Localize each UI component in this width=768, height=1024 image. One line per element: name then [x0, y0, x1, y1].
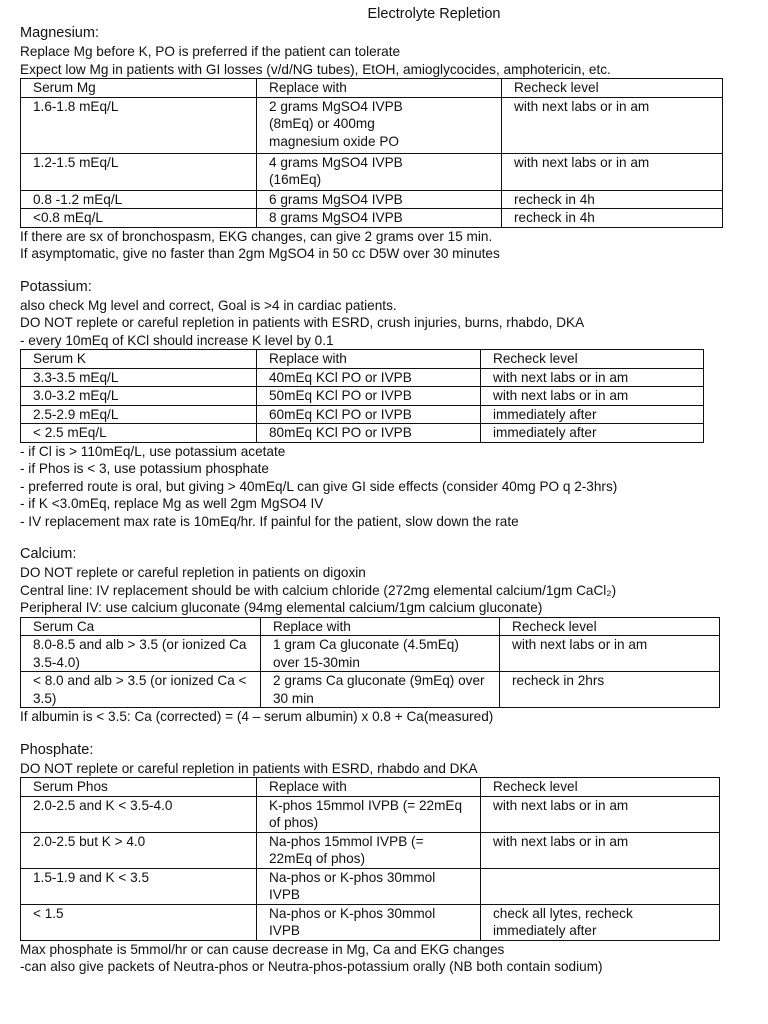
phosphate-heading: Phosphate: [20, 741, 94, 758]
table-cell: 2.5-2.9 mEq/L [21, 405, 257, 424]
table-cell: Na-phos or K-phos 30mmol IVPB [257, 868, 481, 904]
magnesium-note: If asymptomatic, give no faster than 2gm MgSO4 in 50 cc D5W over 30 minutes [20, 246, 500, 261]
table-header-cell: Serum Mg [21, 79, 257, 98]
potassium-note: - if K <3.0mEq, replace Mg as well 2gm MgSO4 IV [20, 496, 324, 511]
table-cell: 3.3-3.5 mEq/L [21, 368, 257, 387]
magnesium-note: If there are sx of bronchospasm, EKG changes, can give 2 grams over 15 min. [20, 228, 493, 244]
table-cell: 1.6-1.8 mEq/L [21, 97, 257, 153]
table-header-row [21, 350, 704, 369]
table-cell: with next labs or in am [481, 796, 720, 832]
table-cell: recheck in 2hrs [500, 672, 720, 708]
table-cell: with next labs or in am [481, 387, 704, 406]
table-cell: with next labs or in am [502, 153, 723, 190]
table-cell: 1.2-1.5 mEq/L [21, 153, 257, 190]
table-cell: with next labs or in am [500, 636, 720, 672]
magnesium-heading: Magnesium: [20, 25, 99, 41]
table-cell: 80mEq KCl PO or IVPB [257, 424, 481, 443]
calcium-table [20, 617, 720, 709]
table-header-cell: Serum K [21, 350, 257, 369]
table-row [21, 190, 723, 209]
phosphate-note: DO NOT replete or careful repletion in patients with ESRD, rhabdo and DKA [20, 760, 478, 776]
table-header-cell: Serum Phos [21, 778, 257, 797]
table-row [21, 796, 720, 832]
table-header-cell: Recheck level [481, 350, 704, 369]
table-cell: 2.0-2.5 but K > 4.0 [21, 832, 257, 868]
table-cell: 60mEq KCl PO or IVPB [257, 405, 481, 424]
potassium-note: - every 10mEq of KCl should increase K level by 0.1 [20, 332, 334, 348]
potassium-heading: Potassium: [20, 278, 92, 295]
table-cell: Na-phos or K-phos 30mmol IVPB [257, 904, 481, 940]
table-row [21, 368, 704, 387]
potassium-note: - if Cl is > 110mEq/L, use potassium acetate [20, 443, 286, 459]
table-cell: 50mEq KCl PO or IVPB [257, 387, 481, 406]
table-cell: with next labs or in am [481, 832, 720, 868]
table-header-cell: Replace with [257, 79, 502, 98]
table-header-row [21, 778, 720, 797]
calcium-note: If albumin is < 3.5: Ca (corrected) = (4 – serum albumin) x 0.8 + Ca(measured) [20, 709, 494, 724]
phosphate-note: Max phosphate is 5mmol/hr or can cause decrease in Mg, Ca and EKG changes [20, 941, 505, 957]
table-cell: 2 grams MgSO4 IVPB (8mEq) or 400mg magnesium oxide PO [257, 97, 502, 153]
phosphate-table [20, 777, 720, 941]
table-cell: < 8.0 and alb > 3.5 (or ionized Ca < 3.5) [21, 672, 261, 708]
table-row [21, 97, 723, 153]
table-cell: K-phos 15mmol IVPB (= 22mEq of phos) [257, 796, 481, 832]
table-cell: immediately after [481, 424, 704, 443]
table-cell: with next labs or in am [481, 368, 704, 387]
table-row [21, 832, 720, 868]
calcium-note: DO NOT replete or careful repletion in patients on digoxin [20, 565, 366, 580]
table-cell: 8.0-8.5 and alb > 3.5 (or ionized Ca 3.5-4.0) [21, 636, 261, 672]
table-header-cell: Recheck level [500, 617, 720, 636]
phosphate-note: -can also give packets of Neutra-phos or Neutra-phos-potassium orally (NB both contain sodium) [20, 959, 603, 974]
table-cell: recheck in 4h [502, 209, 723, 228]
table-header-cell: Replace with [257, 350, 481, 369]
table-cell: immediately after [481, 405, 704, 424]
table-row [21, 636, 720, 672]
potassium-table [20, 349, 704, 443]
table-header-cell: Replace with [261, 617, 500, 636]
potassium-note: also check Mg level and correct, Goal is >4 in cardiac patients. [20, 297, 397, 313]
potassium-note: - if Phos is < 3, use potassium phosphate [20, 461, 269, 476]
page-title: Electrolyte Repletion [367, 6, 501, 22]
table-cell: 2 grams Ca gluconate (9mEq) over 30 min [261, 672, 500, 708]
table-row [21, 868, 720, 904]
table-row [21, 424, 704, 443]
table-cell [481, 868, 720, 904]
potassium-note: DO NOT replete or careful repletion in patients with ESRD, crush injuries, burns, rhabdo, DKA [20, 315, 585, 330]
calcium-note: Central line: IV replacement should be with calcium chloride (272mg elemental calcium/1gm CaCl₂) [20, 582, 617, 598]
table-cell: 3.0-3.2 mEq/L [21, 387, 257, 406]
magnesium-note: Replace Mg before K, PO is preferred if the patient can tolerate [20, 44, 401, 59]
table-cell: 0.8 -1.2 mEq/L [21, 190, 257, 209]
table-header-cell: Serum Ca [21, 617, 261, 636]
table-cell: 4 grams MgSO4 IVPB (16mEq) [257, 153, 502, 190]
table-header-cell: Recheck level [502, 79, 723, 98]
table-cell: 40mEq KCl PO or IVPB [257, 368, 481, 387]
table-header-row [21, 79, 723, 98]
table-cell: < 1.5 [21, 904, 257, 940]
magnesium-table [20, 78, 723, 228]
potassium-note: - preferred route is oral, but giving > 40mEq/L can give GI side effects (consider 40mg PO q 2-3hrs) [20, 478, 618, 494]
table-cell: recheck in 4h [502, 190, 723, 209]
table-row [21, 387, 704, 406]
calcium-heading: Calcium: [20, 546, 77, 562]
magnesium-note: Expect low Mg in patients with GI losses (v/d/NG tubes), EtOH, amioglycocides, amphotericin, etc. [20, 61, 611, 77]
table-cell: 8 grams MgSO4 IVPB [257, 209, 502, 228]
table-cell: < 2.5 mEq/L [21, 424, 257, 443]
table-header-cell: Replace with [257, 778, 481, 797]
table-header-cell: Recheck level [481, 778, 720, 797]
potassium-note: - IV replacement max rate is 10mEq/hr. If painful for the patient, slow down the rate [20, 513, 519, 529]
table-cell: 1.5-1.9 and K < 3.5 [21, 868, 257, 904]
calcium-note: Peripheral IV: use calcium gluconate (94mg elemental calcium/1gm calcium gluconate) [20, 600, 543, 615]
table-cell: check all lytes, recheck immediately after [481, 904, 720, 940]
document-page [20, 4, 748, 976]
table-cell: with next labs or in am [502, 97, 723, 153]
table-cell: 1 gram Ca gluconate (4.5mEq) over 15-30min [261, 636, 500, 672]
table-header-row [21, 617, 720, 636]
table-row [21, 904, 720, 940]
table-cell: Na-phos 15mmol IVPB (= 22mEq of phos) [257, 832, 481, 868]
table-row [21, 672, 720, 708]
table-row [21, 405, 704, 424]
table-row [21, 153, 723, 190]
table-cell: <0.8 mEq/L [21, 209, 257, 228]
table-cell: 6 grams MgSO4 IVPB [257, 190, 502, 209]
table-row [21, 209, 723, 228]
table-cell: 2.0-2.5 and K < 3.5-4.0 [21, 796, 257, 832]
